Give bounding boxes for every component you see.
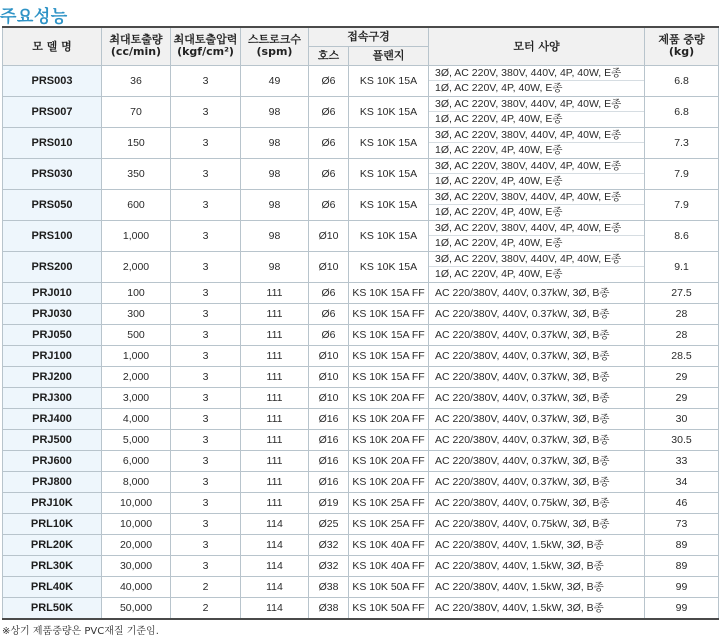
cell-flow: 8,000: [102, 471, 171, 492]
cell-weight: 34: [645, 471, 719, 492]
cell-flow: 20,000: [102, 534, 171, 555]
cell-hose: Ø16: [309, 471, 349, 492]
motor-spec-line: AC 220/380V, 440V, 0.37kW, 3Ø, B종: [435, 286, 610, 299]
cell-flow: 2,000: [102, 366, 171, 387]
cell-pressure: 3: [171, 366, 241, 387]
cell-hose: Ø6: [309, 189, 349, 220]
motor-spec-line: 1Ø, AC 220V, 4P, 40W, E종: [429, 266, 644, 281]
cell-flow: 150: [102, 127, 171, 158]
cell-model: PRL50K: [3, 597, 102, 619]
cell-flange: KS 10K 20A FF: [349, 408, 429, 429]
motor-spec-line: 1Ø, AC 220V, 4P, 40W, E종: [429, 80, 644, 95]
cell-motor: [429, 450, 645, 471]
cell-motor: [429, 492, 645, 513]
motor-spec-line: 1Ø, AC 220V, 4P, 40W, E종: [429, 111, 644, 126]
motor-spec-line: 1Ø, AC 220V, 4P, 40W, E종: [429, 142, 644, 157]
cell-stroke: 98: [241, 251, 309, 282]
cell-motor: [429, 471, 645, 492]
motor-spec-line: 3Ø, AC 220V, 380V, 440V, 4P, 40W, E종: [435, 160, 622, 172]
cell-pressure: 3: [171, 189, 241, 220]
cell-pressure: 3: [171, 471, 241, 492]
cell-motor: [429, 555, 645, 576]
cell-flange: KS 10K 15A: [349, 65, 429, 96]
table-row: [3, 534, 719, 555]
cell-model: PRJ400: [3, 408, 102, 429]
cell-weight: 27.5: [645, 282, 719, 303]
cell-flange: KS 10K 20A FF: [349, 387, 429, 408]
cell-pressure: 2: [171, 576, 241, 597]
cell-motor: [429, 251, 645, 282]
cell-weight: 73: [645, 513, 719, 534]
cell-stroke: 111: [241, 471, 309, 492]
cell-hose: Ø16: [309, 429, 349, 450]
cell-model: PRS003: [3, 65, 102, 96]
cell-motor: [429, 324, 645, 345]
cell-hose: Ø10: [309, 366, 349, 387]
cell-model: PRS030: [3, 158, 102, 189]
cell-pressure: 3: [171, 282, 241, 303]
cell-pressure: 3: [171, 324, 241, 345]
motor-spec-line: 3Ø, AC 220V, 380V, 440V, 4P, 40W, E종: [435, 98, 622, 110]
cell-hose: Ø10: [309, 220, 349, 251]
cell-weight: 99: [645, 576, 719, 597]
cell-flow: 1,000: [102, 345, 171, 366]
cell-flange: KS 10K 15A: [349, 127, 429, 158]
table-row: [3, 450, 719, 471]
motor-spec-line: AC 220/380V, 440V, 1.5kW, 3Ø, B종: [435, 538, 604, 551]
footnote: ※상기 제품중량은 PVC재질 기준임.: [2, 626, 159, 637]
cell-stroke: 111: [241, 492, 309, 513]
header-flow: 최대토출량 (cc/min): [102, 27, 171, 65]
cell-hose: Ø32: [309, 534, 349, 555]
cell-stroke: 98: [241, 220, 309, 251]
cell-motor: [429, 534, 645, 555]
cell-hose: Ø19: [309, 492, 349, 513]
motor-spec-line: AC 220/380V, 440V, 1.5kW, 3Ø, B종: [435, 580, 604, 593]
cell-model: PRS100: [3, 220, 102, 251]
cell-stroke: 111: [241, 282, 309, 303]
motor-spec-line: AC 220/380V, 440V, 0.75kW, 3Ø, B종: [435, 517, 610, 530]
motor-spec-line: 3Ø, AC 220V, 380V, 440V, 4P, 40W, E종: [435, 67, 622, 79]
motor-spec-line: AC 220/380V, 440V, 0.37kW, 3Ø, B종: [435, 307, 610, 320]
cell-motor: [429, 220, 645, 251]
cell-model: PRJ010: [3, 282, 102, 303]
table-row: [3, 282, 719, 303]
cell-stroke: 111: [241, 345, 309, 366]
cell-model: PRS010: [3, 127, 102, 158]
cell-motor: [429, 366, 645, 387]
cell-model: PRJ800: [3, 471, 102, 492]
cell-flange: KS 10K 15A FF: [349, 324, 429, 345]
cell-model: PRJ100: [3, 345, 102, 366]
cell-motor: [429, 96, 645, 127]
cell-flange: KS 10K 20A FF: [349, 450, 429, 471]
cell-weight: 30: [645, 408, 719, 429]
header-stroke: 스트로크수 (spm): [241, 27, 309, 65]
table-row: [3, 127, 719, 158]
header-motor: 모터 사양: [429, 27, 645, 65]
table-row: [3, 303, 719, 324]
cell-model: PRS007: [3, 96, 102, 127]
cell-weight: 28.5: [645, 345, 719, 366]
cell-pressure: 3: [171, 555, 241, 576]
cell-stroke: 111: [241, 408, 309, 429]
motor-spec-line: AC 220/380V, 440V, 0.37kW, 3Ø, B종: [435, 349, 610, 362]
cell-flow: 100: [102, 282, 171, 303]
cell-stroke: 114: [241, 597, 309, 619]
cell-flange: KS 10K 20A FF: [349, 429, 429, 450]
motor-spec-line: AC 220/380V, 440V, 0.37kW, 3Ø, B종: [435, 454, 610, 467]
cell-hose: Ø32: [309, 555, 349, 576]
cell-stroke: 111: [241, 324, 309, 345]
cell-pressure: 3: [171, 303, 241, 324]
cell-weight: 6.8: [645, 65, 719, 96]
cell-hose: Ø10: [309, 251, 349, 282]
cell-pressure: 3: [171, 345, 241, 366]
cell-stroke: 114: [241, 534, 309, 555]
table-row: [3, 96, 719, 127]
table-row: [3, 251, 719, 282]
motor-spec-line: AC 220/380V, 440V, 0.37kW, 3Ø, B종: [435, 328, 610, 341]
cell-hose: Ø6: [309, 127, 349, 158]
cell-pressure: 3: [171, 450, 241, 471]
cell-pressure: 3: [171, 220, 241, 251]
cell-stroke: 114: [241, 555, 309, 576]
cell-flange: KS 10K 40A FF: [349, 555, 429, 576]
cell-hose: Ø10: [309, 345, 349, 366]
cell-flange: KS 10K 15A: [349, 158, 429, 189]
table-row: [3, 324, 719, 345]
cell-flow: 350: [102, 158, 171, 189]
cell-pressure: 2: [171, 597, 241, 619]
cell-pressure: 3: [171, 65, 241, 96]
cell-motor: [429, 597, 645, 619]
cell-motor: [429, 345, 645, 366]
cell-motor: [429, 65, 645, 96]
cell-hose: Ø16: [309, 408, 349, 429]
cell-flange: KS 10K 15A: [349, 189, 429, 220]
cell-model: PRL40K: [3, 576, 102, 597]
header-hose: 호스: [309, 46, 349, 65]
cell-stroke: 98: [241, 96, 309, 127]
cell-model: PRL10K: [3, 513, 102, 534]
cell-flange: KS 10K 15A FF: [349, 282, 429, 303]
cell-weight: 29: [645, 366, 719, 387]
table-row: [3, 597, 719, 619]
cell-flow: 4,000: [102, 408, 171, 429]
cell-pressure: 3: [171, 127, 241, 158]
table-header: [3, 27, 719, 65]
table-row: [3, 189, 719, 220]
cell-stroke: 114: [241, 513, 309, 534]
cell-flow: 30,000: [102, 555, 171, 576]
table-row: [3, 492, 719, 513]
motor-spec-line: 3Ø, AC 220V, 380V, 440V, 4P, 40W, E종: [435, 129, 622, 141]
cell-flow: 3,000: [102, 387, 171, 408]
spec-table: [2, 26, 719, 620]
cell-flange: KS 10K 50A FF: [349, 597, 429, 619]
table-row: [3, 387, 719, 408]
cell-flange: KS 10K 15A: [349, 251, 429, 282]
motor-spec-line: AC 220/380V, 440V, 0.37kW, 3Ø, B종: [435, 433, 610, 446]
motor-spec-line: AC 220/380V, 440V, 0.37kW, 3Ø, B종: [435, 412, 610, 425]
cell-motor: [429, 429, 645, 450]
motor-spec-line: AC 220/380V, 440V, 0.37kW, 3Ø, B종: [435, 475, 610, 488]
cell-pressure: 3: [171, 408, 241, 429]
cell-flow: 6,000: [102, 450, 171, 471]
cell-flow: 5,000: [102, 429, 171, 450]
cell-hose: Ø10: [309, 387, 349, 408]
cell-pressure: 3: [171, 513, 241, 534]
cell-stroke: 98: [241, 158, 309, 189]
cell-model: PRS050: [3, 189, 102, 220]
cell-hose: Ø38: [309, 576, 349, 597]
cell-flange: KS 10K 25A FF: [349, 513, 429, 534]
cell-motor: [429, 303, 645, 324]
table-row: [3, 220, 719, 251]
cell-motor: [429, 408, 645, 429]
cell-weight: 29: [645, 387, 719, 408]
cell-motor: [429, 189, 645, 220]
cell-weight: 46: [645, 492, 719, 513]
header-model: 모 델 명: [3, 27, 102, 65]
cell-model: PRJ10K: [3, 492, 102, 513]
cell-model: PRJ200: [3, 366, 102, 387]
cell-flow: 36: [102, 65, 171, 96]
table-row: [3, 366, 719, 387]
cell-flow: 10,000: [102, 513, 171, 534]
cell-weight: 7.9: [645, 158, 719, 189]
cell-pressure: 3: [171, 429, 241, 450]
table-row: [3, 513, 719, 534]
cell-pressure: 3: [171, 158, 241, 189]
cell-motor: [429, 127, 645, 158]
cell-weight: 99: [645, 597, 719, 619]
cell-weight: 28: [645, 324, 719, 345]
cell-flange: KS 10K 25A FF: [349, 492, 429, 513]
cell-hose: Ø6: [309, 158, 349, 189]
cell-pressure: 3: [171, 534, 241, 555]
cell-model: PRS200: [3, 251, 102, 282]
table-row: [3, 471, 719, 492]
cell-hose: Ø6: [309, 303, 349, 324]
table-row: [3, 555, 719, 576]
cell-motor: [429, 513, 645, 534]
cell-hose: Ø6: [309, 282, 349, 303]
cell-stroke: 111: [241, 429, 309, 450]
cell-model: PRJ500: [3, 429, 102, 450]
motor-spec-line: AC 220/380V, 440V, 0.75kW, 3Ø, B종: [435, 496, 610, 509]
cell-motor: [429, 387, 645, 408]
header-connection: 접속구경: [309, 27, 429, 46]
motor-spec-line: AC 220/380V, 440V, 1.5kW, 3Ø, B종: [435, 601, 604, 614]
cell-flow: 50,000: [102, 597, 171, 619]
cell-weight: 89: [645, 555, 719, 576]
cell-motor: [429, 158, 645, 189]
cell-flow: 10,000: [102, 492, 171, 513]
cell-hose: Ø25: [309, 513, 349, 534]
motor-spec-line: 1Ø, AC 220V, 4P, 40W, E종: [429, 235, 644, 250]
table-row: [3, 429, 719, 450]
table-body: [3, 65, 719, 619]
page-title: 주요성능: [0, 7, 68, 27]
cell-model: PRL30K: [3, 555, 102, 576]
cell-pressure: 3: [171, 387, 241, 408]
cell-model: PRJ600: [3, 450, 102, 471]
cell-hose: Ø6: [309, 65, 349, 96]
cell-hose: Ø38: [309, 597, 349, 619]
cell-hose: Ø16: [309, 450, 349, 471]
cell-flow: 40,000: [102, 576, 171, 597]
cell-flow: 70: [102, 96, 171, 127]
cell-model: PRJ050: [3, 324, 102, 345]
header-weight: 제품 중량 (kg): [645, 27, 719, 65]
motor-spec-line: 3Ø, AC 220V, 380V, 440V, 4P, 40W, E종: [435, 253, 622, 265]
cell-pressure: 3: [171, 251, 241, 282]
cell-weight: 30.5: [645, 429, 719, 450]
motor-spec-line: 1Ø, AC 220V, 4P, 40W, E종: [429, 173, 644, 188]
cell-stroke: 111: [241, 387, 309, 408]
cell-weight: 33: [645, 450, 719, 471]
table-row: [3, 408, 719, 429]
cell-stroke: 98: [241, 127, 309, 158]
cell-flange: KS 10K 15A: [349, 96, 429, 127]
cell-flange: KS 10K 15A: [349, 220, 429, 251]
cell-hose: Ø6: [309, 96, 349, 127]
cell-hose: Ø6: [309, 324, 349, 345]
motor-spec-line: AC 220/380V, 440V, 0.37kW, 3Ø, B종: [435, 370, 610, 383]
header-pressure: 최대토출압력 (kgf/cm²): [171, 27, 241, 65]
motor-spec-line: AC 220/380V, 440V, 1.5kW, 3Ø, B종: [435, 559, 604, 572]
cell-flange: KS 10K 40A FF: [349, 534, 429, 555]
motor-spec-line: 3Ø, AC 220V, 380V, 440V, 4P, 40W, E종: [435, 191, 622, 203]
cell-stroke: 111: [241, 366, 309, 387]
motor-spec-line: 1Ø, AC 220V, 4P, 40W, E종: [429, 204, 644, 219]
cell-weight: 7.3: [645, 127, 719, 158]
header-flange: 플랜지: [349, 46, 429, 65]
cell-model: PRJ030: [3, 303, 102, 324]
cell-weight: 89: [645, 534, 719, 555]
cell-pressure: 3: [171, 96, 241, 127]
cell-stroke: 98: [241, 189, 309, 220]
cell-model: PRJ300: [3, 387, 102, 408]
cell-flow: 500: [102, 324, 171, 345]
cell-flow: 1,000: [102, 220, 171, 251]
table-row: [3, 65, 719, 96]
motor-spec-line: AC 220/380V, 440V, 0.37kW, 3Ø, B종: [435, 391, 610, 404]
cell-stroke: 111: [241, 303, 309, 324]
cell-weight: 7.9: [645, 189, 719, 220]
cell-pressure: 3: [171, 492, 241, 513]
cell-weight: 28: [645, 303, 719, 324]
table-row: [3, 345, 719, 366]
cell-flange: KS 10K 15A FF: [349, 303, 429, 324]
table-row: [3, 576, 719, 597]
cell-flange: KS 10K 20A FF: [349, 471, 429, 492]
cell-flange: KS 10K 15A FF: [349, 366, 429, 387]
cell-motor: [429, 282, 645, 303]
cell-model: PRL20K: [3, 534, 102, 555]
cell-flow: 300: [102, 303, 171, 324]
cell-weight: 8.6: [645, 220, 719, 251]
cell-weight: 6.8: [645, 96, 719, 127]
cell-flow: 600: [102, 189, 171, 220]
cell-flange: KS 10K 50A FF: [349, 576, 429, 597]
cell-flange: KS 10K 15A FF: [349, 345, 429, 366]
cell-stroke: 49: [241, 65, 309, 96]
cell-stroke: 111: [241, 450, 309, 471]
cell-stroke: 114: [241, 576, 309, 597]
cell-motor: [429, 576, 645, 597]
motor-spec-line: 3Ø, AC 220V, 380V, 440V, 4P, 40W, E종: [435, 222, 622, 234]
cell-flow: 2,000: [102, 251, 171, 282]
table-row: [3, 158, 719, 189]
cell-weight: 9.1: [645, 251, 719, 282]
